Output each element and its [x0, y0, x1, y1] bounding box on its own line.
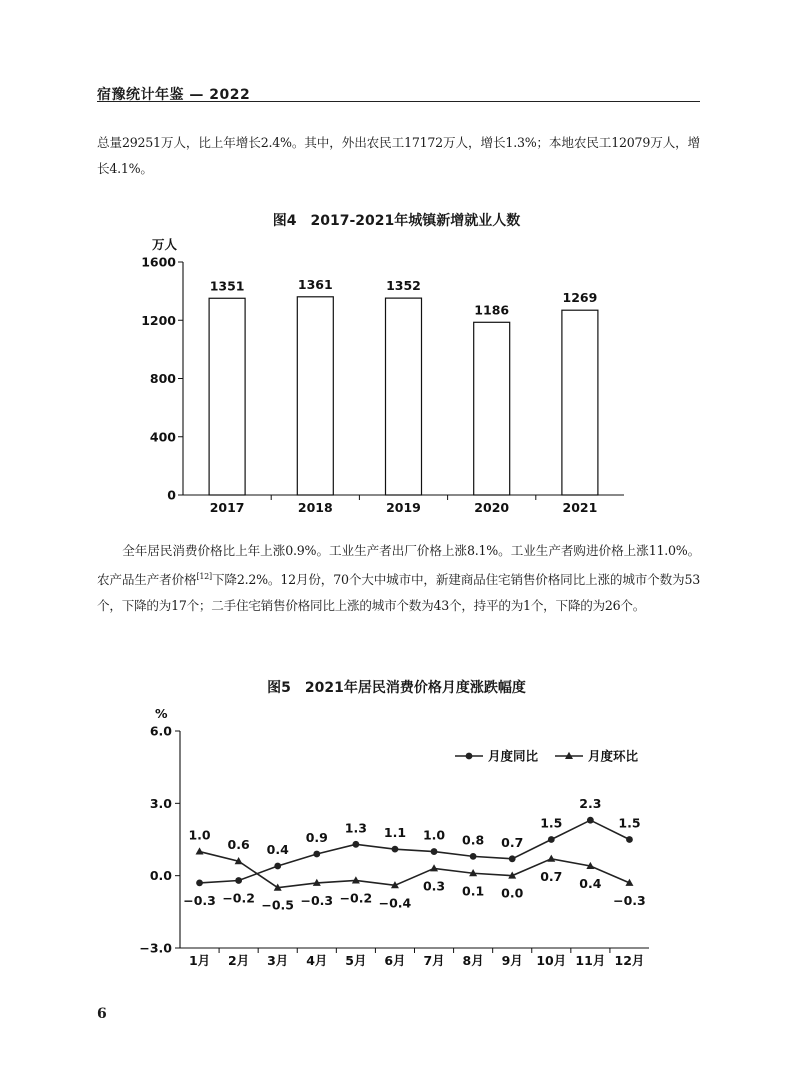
point-yoy-7 — [431, 848, 438, 855]
bar-value-label: 1269 — [562, 290, 598, 306]
x-tick-label: 2018 — [297, 500, 333, 515]
y-tick-label: 3.0 — [149, 795, 172, 811]
x-tick-label: 4月 — [306, 953, 328, 968]
data-label-mom: 0.3 — [422, 878, 446, 894]
figure4-title: 图4 2017-2021年城镇新增就业人数 — [272, 213, 521, 229]
data-label-yoy: 2.3 — [579, 796, 602, 812]
point-yoy-2 — [235, 877, 242, 884]
x-tick-label: 2020 — [474, 500, 510, 515]
data-label-mom: −0.3 — [300, 892, 334, 908]
legend-mom-label: 月度环比 — [588, 748, 639, 764]
figure5-title: 图5 2021年居民消费价格月度涨跌幅度 — [267, 680, 526, 696]
x-tick-label: 2017 — [209, 500, 245, 515]
data-label-mom: 1.0 — [188, 827, 211, 843]
data-label-yoy: 0.7 — [501, 834, 524, 850]
data-label-mom: 0.6 — [227, 837, 250, 853]
x-tick-label: 2月 — [228, 953, 250, 968]
data-label-yoy: 0.4 — [266, 842, 289, 858]
point-mom-7 — [430, 864, 438, 871]
footnote-reference[interactable]: [12] — [196, 572, 212, 581]
data-label-yoy: 1.0 — [422, 827, 446, 843]
data-label-yoy: 1.1 — [383, 825, 407, 841]
y-tick-label: −3.0 — [139, 940, 172, 956]
point-mom-10 — [547, 855, 555, 862]
point-yoy-5 — [352, 841, 359, 848]
legend-yoy-label: 月度同比 — [488, 748, 539, 764]
x-tick-label: 6月 — [384, 953, 406, 968]
x-tick-label: 7月 — [423, 953, 445, 968]
data-label-yoy: −0.3 — [183, 892, 216, 908]
data-label-mom: −0.4 — [378, 895, 412, 911]
point-yoy-12 — [626, 836, 633, 843]
data-label-mom: 0.7 — [540, 868, 563, 884]
series-line-mom — [200, 852, 630, 888]
y-tick-label: 6.0 — [149, 723, 172, 739]
point-yoy-3 — [274, 863, 281, 870]
paragraph-prices-part2: 下降2.2%。12月份，70个大中城市中，新建商品住宅销售价格同比上涨的城市个数为53个，下降的为17个；二手住宅销售价格同比上涨的城市个数为43个，持平的为1个，下降的为26个。 — [97, 572, 701, 614]
series-line-yoy — [200, 820, 630, 883]
data-label-mom: 0.0 — [501, 885, 524, 901]
x-tick-label: 8月 — [462, 953, 484, 968]
point-yoy-10 — [548, 836, 555, 843]
paragraph-migrant-workers: 总量29251万人，比上年增长2.4%。其中，外出农民工17172万人，增长1.3%；本地农民工12079万人，增长4.1%。 — [97, 135, 700, 176]
data-label-yoy: 0.9 — [305, 829, 328, 845]
y-tick-label: 800 — [149, 371, 176, 386]
point-yoy-6 — [392, 846, 399, 853]
point-yoy-8 — [470, 853, 477, 860]
bar-value-label: 1361 — [297, 276, 333, 292]
data-label-yoy: −0.2 — [222, 890, 255, 906]
running-head-title: 宿豫统计年鉴 — 2022 — [97, 87, 251, 103]
point-yoy-9 — [509, 855, 516, 862]
y-tick-label: 0.0 — [149, 868, 172, 884]
x-tick-label: 1月 — [188, 953, 211, 968]
y-tick-label: 0 — [167, 487, 176, 503]
bar-value-label: 1186 — [474, 302, 510, 318]
y-tick-label: 1600 — [141, 254, 176, 270]
x-tick-label: 2021 — [562, 500, 598, 515]
data-label-mom: −0.3 — [613, 892, 646, 908]
bar-value-label: 1352 — [386, 278, 421, 294]
data-label-yoy: 0.8 — [462, 832, 485, 848]
y-tick-label: 400 — [149, 429, 176, 445]
x-tick-label: 9月 — [501, 953, 523, 968]
x-tick-label: 2019 — [386, 500, 421, 515]
bar-value-label: 1351 — [209, 278, 245, 294]
point-yoy-1 — [196, 880, 203, 887]
data-label-yoy: 1.5 — [618, 815, 641, 831]
x-tick-label: 11月 — [575, 953, 606, 968]
data-label-mom: 0.4 — [579, 876, 602, 892]
data-label-mom: −0.5 — [261, 897, 295, 913]
data-label-yoy: 1.5 — [540, 815, 563, 831]
y-axis-unit-label: 万人 — [152, 237, 178, 252]
x-tick-label: 12月 — [614, 953, 645, 968]
point-mom-1 — [196, 847, 204, 854]
data-label-mom: 0.1 — [462, 883, 485, 899]
page-number: 6 — [97, 1006, 107, 1022]
y-axis-unit-label: % — [155, 706, 168, 721]
x-tick-label: 10月 — [536, 953, 567, 968]
x-tick-label: 5月 — [345, 953, 367, 968]
x-tick-label: 3月 — [267, 953, 289, 968]
data-label-mom: −0.2 — [339, 890, 373, 906]
data-label-yoy: 1.3 — [344, 820, 367, 836]
y-tick-label: 1200 — [141, 312, 176, 328]
legend-yoy-marker — [466, 753, 473, 760]
point-yoy-11 — [587, 817, 594, 824]
paragraph-prices-part1: 全年居民消费价格比上年上涨0.9%。工业生产者出厂价格上涨8.1%。工业生产者购进价格上涨11.0%。农产品生产者价格 — [97, 543, 700, 588]
point-yoy-4 — [313, 851, 320, 858]
